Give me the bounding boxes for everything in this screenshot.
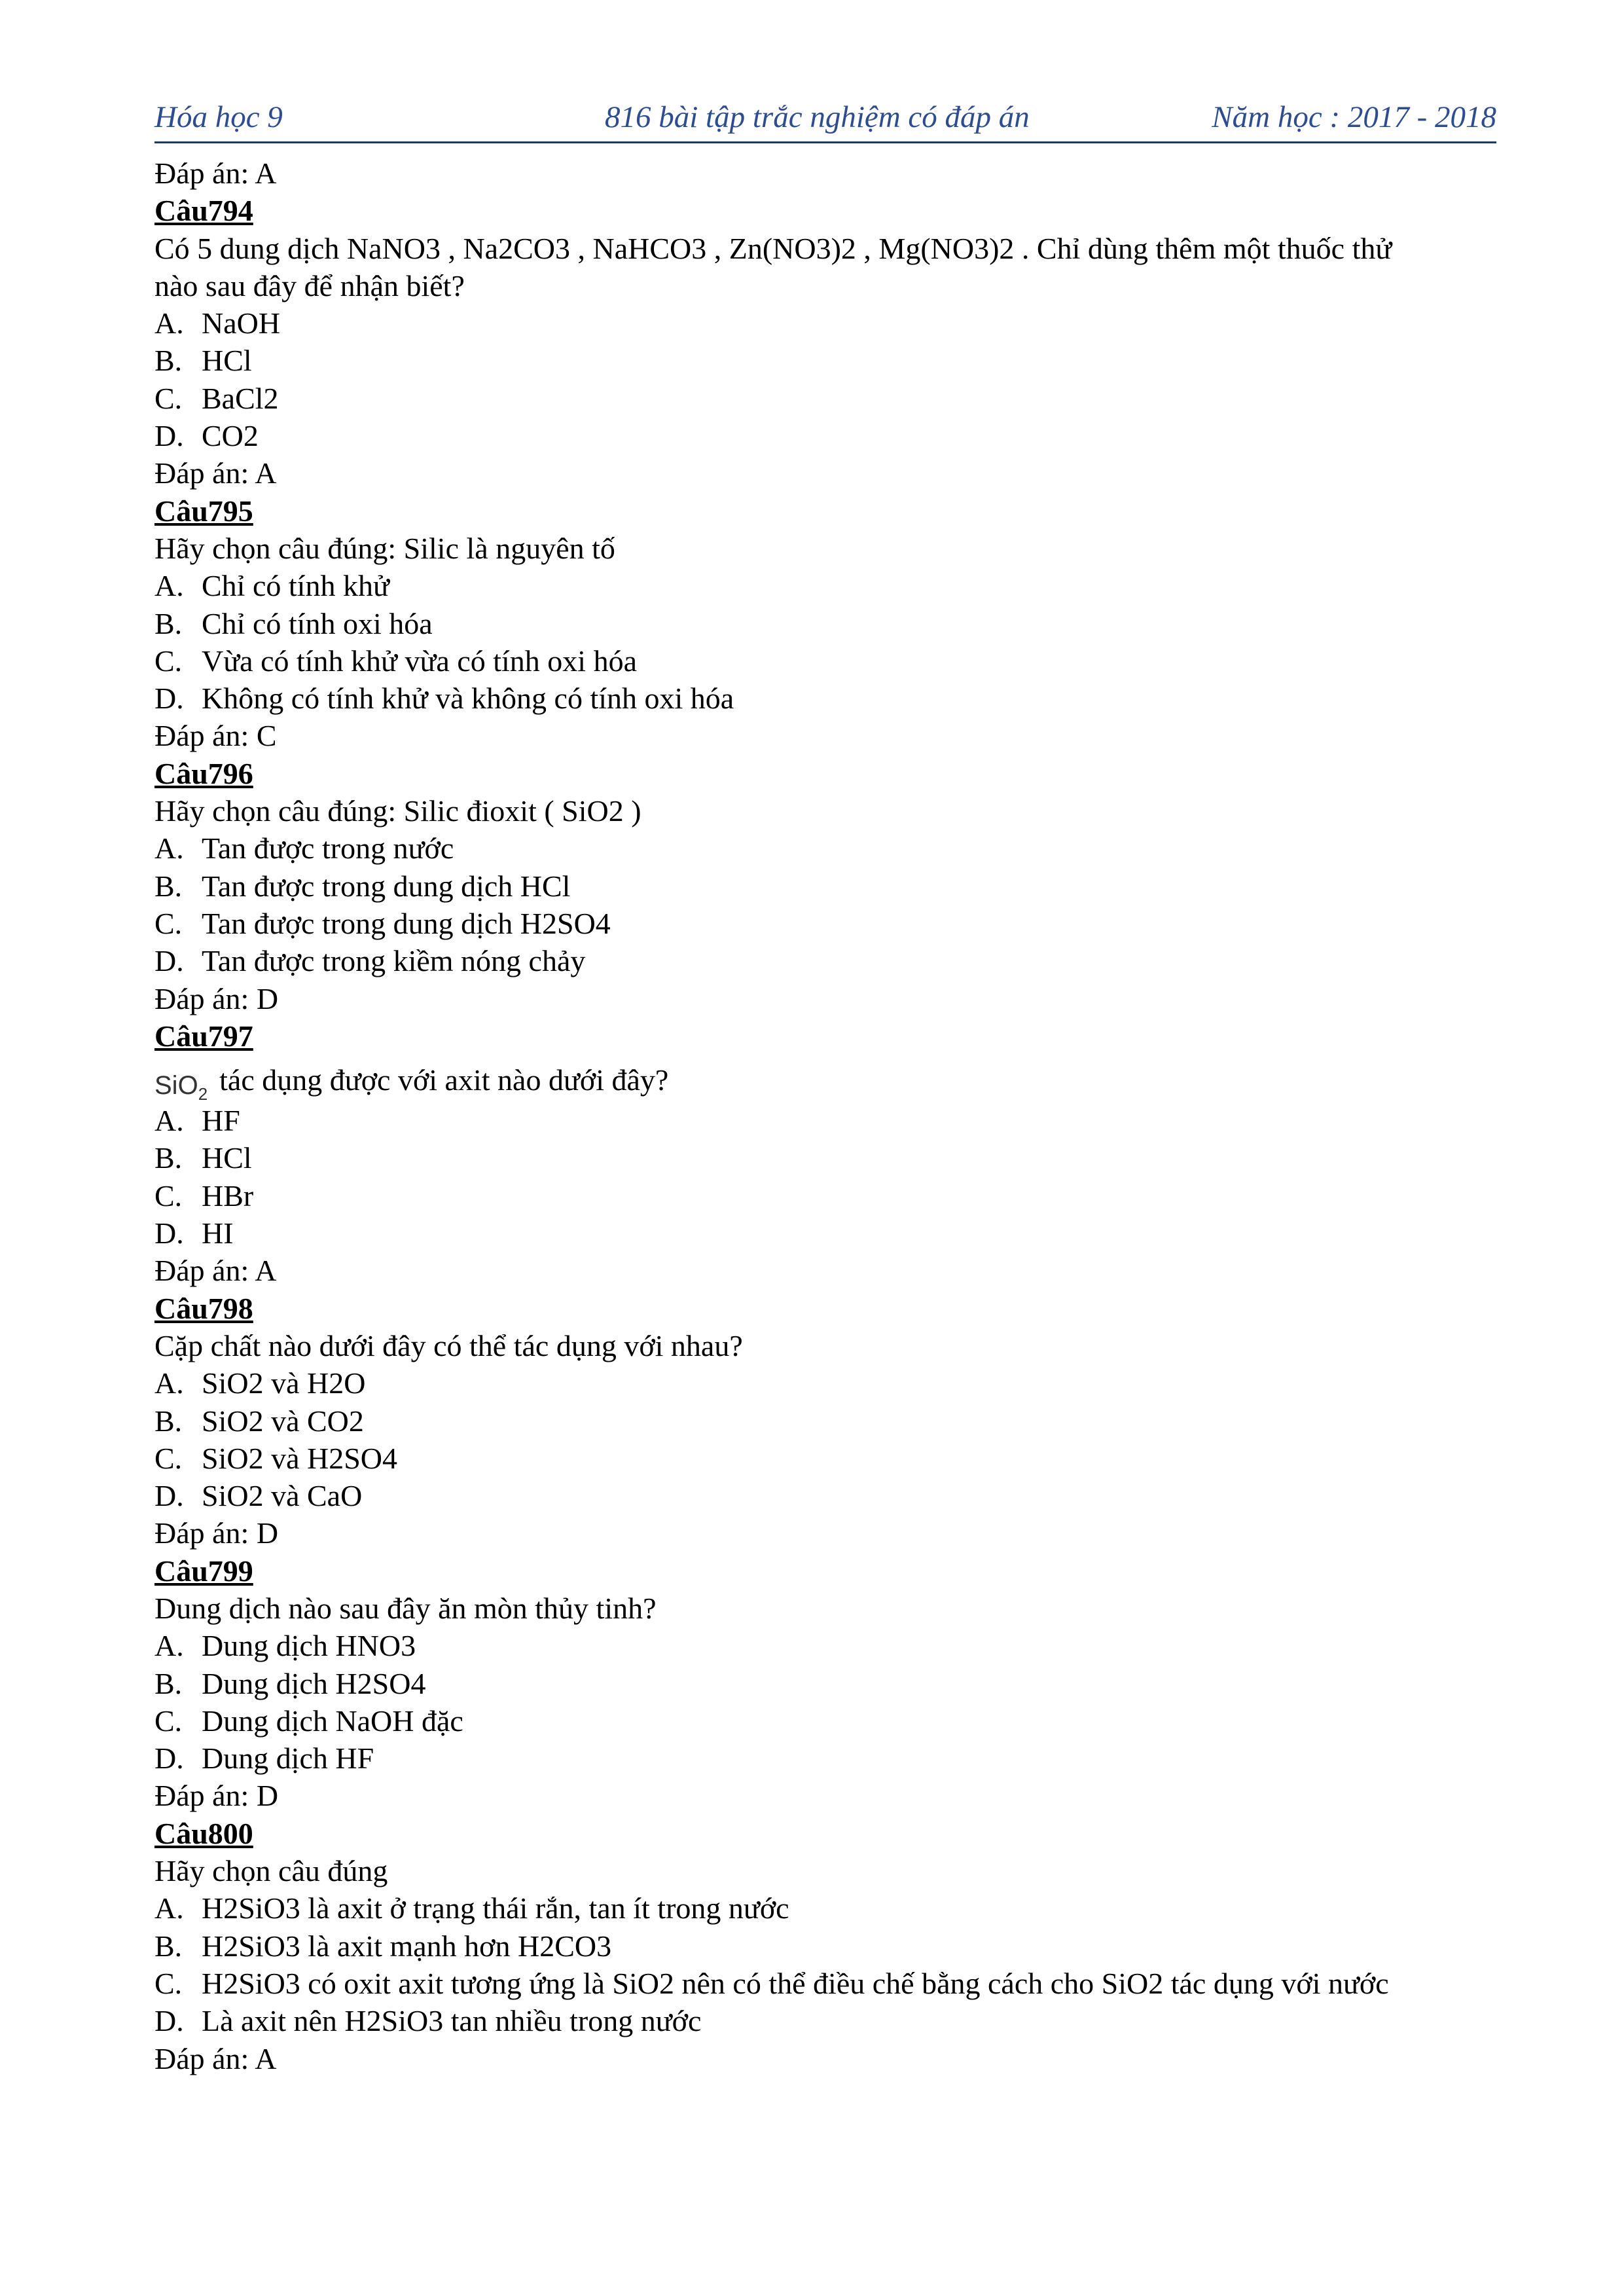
header-subject: Hóa học 9 [154, 100, 283, 134]
question-text: Có 5 dung dịch NaNO3 , Na2CO3 , NaHCO3 , Zn(NO3)2 , Mg(NO3)2 . Chỉ dùng thêm một thuốc thử [154, 231, 1392, 265]
header-school-year: Năm học : 2017 - 2018 [1212, 100, 1496, 134]
option-d: D. Không có tính khử và không có tính oxi hóa [154, 682, 734, 716]
answer-line: Đáp án: A [154, 456, 277, 490]
option-d: D. HI [154, 1216, 234, 1250]
option-c: C. SiO2 và H2SO4 [154, 1441, 398, 1475]
option-c: C. HBr [154, 1178, 254, 1212]
option-b: B. HCl [154, 344, 252, 378]
option-b: B. SiO2 và CO2 [154, 1404, 364, 1438]
header-title: 816 bài tập trắc nghiệm có đáp án [605, 100, 1030, 134]
page-header [154, 96, 1496, 143]
question-text: Hãy chọn câu đúng: Silic là nguyên tố [154, 531, 615, 565]
option-d: D. SiO2 và CaO [154, 1479, 363, 1513]
option-a: A. NaOH [154, 306, 281, 340]
option-b: B. Tan được trong dung dịch HCl [154, 869, 571, 903]
option-b: B. Dung dịch H2SO4 [154, 1666, 426, 1700]
question-text: Cặp chất nào dưới đây có thể tác dụng với nhau? [154, 1328, 743, 1362]
option-a: A. HF [154, 1104, 240, 1138]
answer-line: Đáp án: D [154, 981, 279, 1015]
question-number: Câu798 [154, 1291, 253, 1325]
answer-line: Đáp án: A [154, 2041, 277, 2075]
question-text: SiO$_2$ tác dụng được với axit nào dưới đây? [154, 1055, 1503, 1102]
option-a: A. Tan được trong nước [154, 831, 454, 866]
option-d: D. Dung dịch HF [154, 1741, 374, 1776]
question-text: Hãy chọn câu đúng [154, 1854, 388, 1888]
question-number: Câu796 [154, 756, 253, 790]
answer-line: Đáp án: D [154, 1516, 279, 1550]
document-body [154, 155, 1503, 2077]
option-d: D. Là axit nên H2SiO3 tan nhiều trong nước [154, 2004, 702, 2038]
question-number: Câu799 [154, 1554, 253, 1588]
answer-line: Đáp án: A [154, 156, 277, 190]
option-c: C. Dung dịch NaOH đặc [154, 1704, 463, 1738]
option-a: A. H2SiO3 là axit ở trạng thái rắn, tan ít trong nước [154, 1891, 789, 1925]
option-d: D. CO2 [154, 419, 259, 453]
option-b: B. H2SiO3 là axit mạnh hơn H2CO3 [154, 1929, 612, 1963]
sio2-formula-image: SiO$_2$ [154, 1071, 208, 1104]
option-d: D. Tan được trong kiềm nóng chảy [154, 944, 586, 978]
answer-line: Đáp án: A [154, 1254, 277, 1288]
question-text: Dung dịch nào sau đây ăn mòn thủy tinh? [154, 1591, 657, 1625]
question-number: Câu800 [154, 1816, 253, 1850]
option-a: A. Chỉ có tính khử [154, 569, 389, 603]
question-number: Câu795 [154, 494, 253, 528]
answer-line: Đáp án: D [154, 1779, 279, 1813]
option-b: B. HCl [154, 1141, 252, 1175]
question-text: Hãy chọn câu đúng: Silic đioxit ( SiO2 ) [154, 794, 641, 828]
question-text-continued: nào sau đây để nhận biết? [154, 268, 465, 302]
question-number: Câu797 [154, 1019, 253, 1053]
option-c: C. Vừa có tính khử vừa có tính oxi hóa [154, 644, 638, 678]
option-c: C. H2SiO3 có oxit axit tương ứng là SiO2 nên có thể điều chế bằng cách cho SiO2 tác dụng với nước [154, 1966, 1389, 2000]
option-c: C. Tan được trong dung dịch H2SO4 [154, 906, 611, 940]
option-a: A. SiO2 và H2O [154, 1366, 366, 1400]
option-a: A. Dung dịch HNO3 [154, 1629, 416, 1663]
question-number: Câu794 [154, 194, 253, 228]
option-b: B. Chỉ có tính oxi hóa [154, 606, 433, 640]
option-c: C. BaCl2 [154, 381, 279, 415]
answer-line: Đáp án: C [154, 719, 277, 753]
